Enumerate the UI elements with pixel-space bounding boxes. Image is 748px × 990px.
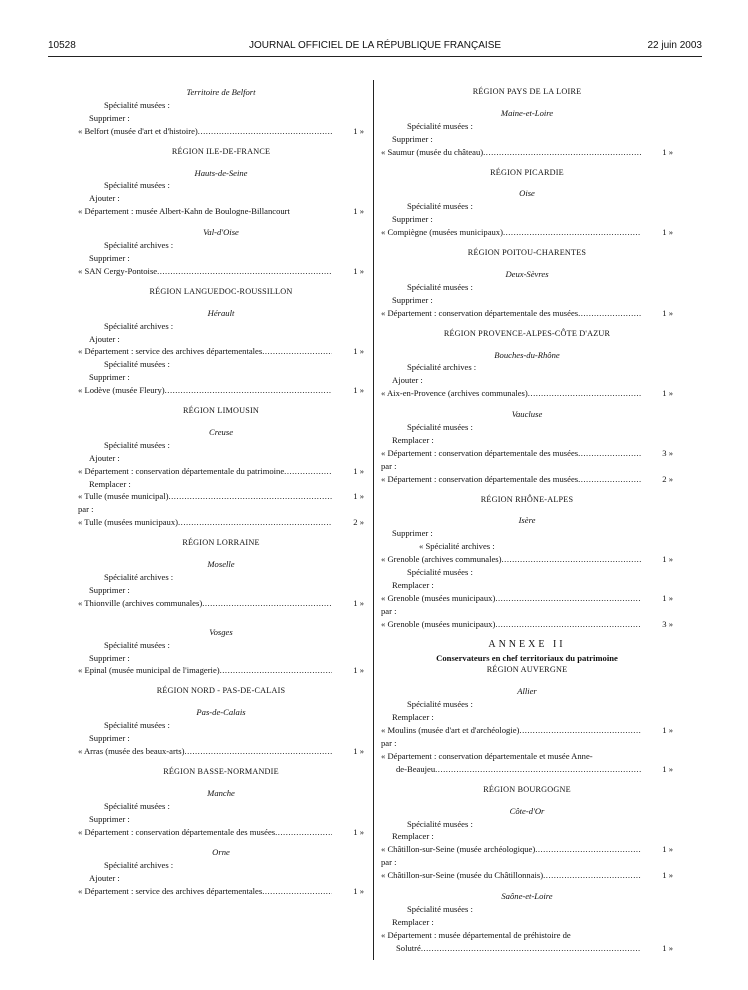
entry-count: 1 » <box>353 491 364 502</box>
dot-leader <box>435 763 641 776</box>
action-label: Supprimer : <box>89 733 130 744</box>
list-entry <box>381 724 673 737</box>
entry-label: « Grenoble (archives communales) <box>381 554 502 565</box>
dot-leader <box>519 724 641 737</box>
region-heading: RÉGION ILE-DE-FRANCE <box>171 146 271 156</box>
spacer <box>78 838 364 846</box>
spacer <box>381 320 673 328</box>
department-heading: Orne <box>212 847 230 858</box>
spacer <box>78 758 364 766</box>
entry-label: « Arras (musée des beaux-arts) <box>78 745 185 756</box>
spacer <box>381 260 673 268</box>
spacer <box>381 99 673 107</box>
specialty-label: Spécialité musées : <box>407 567 473 578</box>
list-entry <box>78 490 364 503</box>
list-entry <box>78 826 364 839</box>
entry-label: « SAN Cergy-Pontoise <box>78 265 158 276</box>
spacer <box>381 506 673 514</box>
dot-leader <box>262 885 332 898</box>
list-entry <box>381 592 673 605</box>
spacer <box>78 618 364 626</box>
list-entry <box>78 125 364 138</box>
entry-label: « Tulle (musée municipal) <box>78 491 169 502</box>
spacer <box>381 486 673 494</box>
region-heading: RÉGION NORD - PAS-DE-CALAIS <box>156 686 286 696</box>
spacer <box>78 159 364 167</box>
dot-leader <box>495 618 641 631</box>
department-heading: Maine-et-Loire <box>500 107 554 118</box>
action-label: Remplacer : <box>392 916 434 927</box>
entry-count: 2 » <box>353 517 364 528</box>
department-heading: Saône-et-Loire <box>501 891 553 902</box>
spacer <box>381 400 673 408</box>
specialty-label: Spécialité archives : <box>104 240 174 251</box>
dot-leader <box>165 384 332 397</box>
entry-count: 3 » <box>662 618 673 629</box>
entry-label: « Département : conservation départementale des musées <box>78 826 276 837</box>
region-heading: RÉGION PAYS DE LA LOIRE <box>472 87 582 96</box>
text-line: par : <box>381 605 397 616</box>
entry-label: « Belfort (musée d'art et d'histoire) <box>78 125 198 136</box>
page-number: 10528 <box>48 40 76 51</box>
department-heading: Oise <box>519 188 535 199</box>
department-heading: Bouches-du-Rhône <box>494 349 560 360</box>
list-entry <box>78 384 364 397</box>
action-label: Supprimer : <box>392 528 433 539</box>
entry-count: 1 » <box>662 554 673 565</box>
specialty-label: Spécialité musées : <box>104 359 170 370</box>
publication-date: 22 juin 2003 <box>647 40 702 51</box>
dot-leader <box>502 553 641 566</box>
region-heading: RÉGION RHÔNE-ALPES <box>480 494 574 504</box>
action-label: Ajouter : <box>392 375 423 386</box>
department-heading: Creuse <box>208 426 234 437</box>
entry-label: « Tulle (musées municipaux) <box>78 517 179 528</box>
specialty-label: Spécialité archives : <box>104 860 174 871</box>
dot-leader <box>284 465 332 478</box>
dot-leader <box>220 664 332 677</box>
specialty-label: Spécialité musées : <box>104 639 170 650</box>
entry-count: 1 » <box>353 125 364 136</box>
entry-label: « Département : service des archives départementales <box>78 886 263 897</box>
action-label: Ajouter : <box>89 333 120 344</box>
specialty-label: Spécialité archives : <box>104 320 174 331</box>
list-entry <box>78 885 364 898</box>
spacer <box>78 698 364 706</box>
department-heading: Vosges <box>209 626 233 637</box>
entry-label: « Département : conservation départementale des musées <box>381 473 579 484</box>
action-label: Supprimer : <box>89 372 130 383</box>
action-label: Supprimer : <box>89 813 130 824</box>
region-heading: RÉGION BASSE-NORMANDIE <box>163 766 279 776</box>
list-entry <box>381 146 673 159</box>
entry-label: « Epinal (musée municipal de l'imagerie) <box>78 665 220 676</box>
entry-count: 1 » <box>662 146 673 157</box>
department-heading: Hérault <box>207 307 235 318</box>
list-entry <box>381 553 673 566</box>
spacer <box>381 776 673 784</box>
specialty-label: Spécialité musées : <box>407 201 473 212</box>
dot-leader <box>543 869 641 882</box>
action-label: Supprimer : <box>89 584 130 595</box>
action-label: Supprimer : <box>392 294 433 305</box>
list-entry <box>381 226 673 239</box>
right-column <box>381 86 673 955</box>
entry-label: « Département : conservation départementale des musées <box>381 447 579 458</box>
entry-count: 1 » <box>662 844 673 855</box>
entry-count: 1 » <box>353 886 364 897</box>
entry-count: 1 » <box>353 745 364 756</box>
department-heading: Allier <box>517 686 537 697</box>
spacer <box>78 218 364 226</box>
dot-leader <box>535 843 641 856</box>
spacer <box>78 529 364 537</box>
region-heading: RÉGION LANGUEDOC-ROUSSILLON <box>149 286 293 296</box>
department-heading: Pas-de-Calais <box>196 707 246 718</box>
dot-leader <box>178 516 332 529</box>
spacer <box>381 882 673 890</box>
entry-count: 1 » <box>353 826 364 837</box>
action-label: Supprimer : <box>89 252 130 263</box>
spacer <box>78 278 364 286</box>
dot-leader <box>483 146 641 159</box>
entry-count: 1 » <box>662 725 673 736</box>
spacer <box>381 179 673 187</box>
entry-count: 1 » <box>662 227 673 238</box>
dot-leader <box>184 745 332 758</box>
left-column <box>78 86 364 898</box>
department-heading: Territoire de Belfort <box>186 87 256 97</box>
entry-count: 1 » <box>662 942 673 953</box>
action-label: Ajouter : <box>89 873 120 884</box>
list-entry <box>381 843 673 856</box>
entry-label: « Saumur (musée du château) <box>381 146 484 157</box>
list-entry <box>78 745 364 758</box>
spacer <box>381 677 673 685</box>
list-entry <box>381 473 673 486</box>
action-label: Remplacer : <box>392 434 434 445</box>
specialty-label: Spécialité archives : <box>407 362 477 373</box>
entry-label: Solutré <box>396 942 421 953</box>
spacer <box>78 418 364 426</box>
entry-label: « Compiègne (musées municipaux) <box>381 227 503 238</box>
text-line: par : <box>78 504 94 515</box>
action-label: Remplacer : <box>89 478 131 489</box>
specialty-label: Spécialité musées : <box>407 699 473 710</box>
list-entry <box>78 345 364 358</box>
specialty-label: Spécialité musées : <box>407 818 473 829</box>
list-entry <box>78 205 364 218</box>
list-entry <box>78 664 364 677</box>
department-heading: Hauts-de-Seine <box>194 167 248 178</box>
journal-title: JOURNAL OFFICIEL DE LA RÉPUBLIQUE FRANÇAISE <box>248 40 502 51</box>
page-header <box>48 40 702 54</box>
entry-count: 2 » <box>662 473 673 484</box>
department-heading: Vaucluse <box>511 409 543 420</box>
entry-count: 1 » <box>662 592 673 603</box>
dot-leader <box>578 447 641 460</box>
action-label: Supprimer : <box>89 112 130 123</box>
dot-leader <box>198 125 332 138</box>
entry-label: « Châtillon-sur-Seine (musée du Châtillonnais) <box>381 870 544 881</box>
entry-count: 1 » <box>353 206 364 217</box>
annex-subtitle: Conservateurs en chef territoriaux du patrimoine <box>436 652 618 663</box>
entry-label: « Lodève (musée Fleury) <box>78 385 165 396</box>
dot-leader <box>578 473 641 486</box>
action-label: Remplacer : <box>392 580 434 590</box>
department-heading: Val-d'Oise <box>203 227 239 238</box>
text-line: « Département : musée départemental de préhistoire de <box>381 929 571 940</box>
list-entry <box>381 387 673 400</box>
entry-count: 1 » <box>662 763 673 774</box>
list-entry <box>381 942 673 955</box>
specialty-label: Spécialité musées : <box>104 439 170 450</box>
column-divider <box>373 80 374 960</box>
action-label: Ajouter : <box>89 193 120 204</box>
specialty-label: « Spécialité archives : <box>419 541 495 552</box>
text-line: par : <box>381 460 397 471</box>
region-heading: RÉGION PICARDIE <box>490 167 564 177</box>
entry-count: 1 » <box>353 385 364 396</box>
dot-leader <box>157 265 332 278</box>
department-heading: Moselle <box>207 559 235 570</box>
list-entry <box>78 465 364 478</box>
text-line: par : <box>381 737 397 748</box>
list-entry <box>78 265 364 278</box>
entry-count: 1 » <box>353 597 364 608</box>
dot-leader <box>503 226 641 239</box>
specialty-label: Spécialité musées : <box>407 903 473 914</box>
spacer <box>78 550 364 558</box>
entry-label: « Moulins (musée d'art et d'archéologie) <box>381 725 520 736</box>
entry-label: « Département : conservation départementale du patrimoine <box>78 465 285 476</box>
department-heading: Manche <box>207 787 235 798</box>
dot-leader <box>495 592 641 605</box>
entry-label: « Grenoble (musées municipaux) <box>381 592 496 603</box>
specialty-label: Spécialité archives : <box>104 572 174 582</box>
spacer <box>381 631 673 639</box>
entry-count: 1 » <box>353 265 364 276</box>
entry-count: 1 » <box>662 870 673 881</box>
entry-count: 1 » <box>662 307 673 318</box>
specialty-label: Spécialité musées : <box>104 99 170 110</box>
entry-label: « Département : musée Albert-Kahn de Boulogne-Billancourt <box>78 206 290 217</box>
spacer <box>381 239 673 247</box>
specialty-label: Spécialité musées : <box>407 422 473 433</box>
text-line: « Département : conservation départementale et musée Anne- <box>381 750 593 761</box>
dot-leader <box>528 387 641 400</box>
action-label: Ajouter : <box>89 452 120 463</box>
specialty-label: Spécialité musées : <box>104 180 170 191</box>
spacer <box>381 159 673 167</box>
spacer <box>381 797 673 805</box>
header-rule <box>48 56 702 57</box>
dot-leader <box>262 345 332 358</box>
action-label: Supprimer : <box>392 133 433 144</box>
spacer <box>78 397 364 405</box>
entry-count: 1 » <box>662 388 673 399</box>
list-entry <box>381 763 673 776</box>
dot-leader <box>202 597 332 610</box>
entry-count: 1 » <box>353 665 364 676</box>
spacer <box>78 138 364 146</box>
entry-label: « Département : conservation départementale des musées <box>381 307 579 318</box>
spacer <box>381 341 673 349</box>
entry-label: de-Beaujeu <box>396 763 436 774</box>
entry-count: 1 » <box>353 346 364 357</box>
action-label: Supprimer : <box>392 214 433 225</box>
entry-label: « Thionville (archives communales) <box>78 597 203 608</box>
specialty-label: Spécialité musées : <box>104 720 170 731</box>
list-entry <box>381 307 673 320</box>
entry-label: « Département : service des archives départementales <box>78 346 263 357</box>
annex-heading: ANNEXE II <box>488 638 566 650</box>
list-entry <box>78 597 364 610</box>
spacer <box>78 610 364 618</box>
dot-leader <box>275 826 332 839</box>
entry-count: 3 » <box>662 447 673 458</box>
region-heading: RÉGION PROVENCE-ALPES-CÔTE D'AZUR <box>443 328 611 338</box>
dot-leader <box>421 942 641 955</box>
entry-label: « Aix-en-Provence (archives communales) <box>381 388 528 399</box>
region-heading: RÉGION LORRAINE <box>182 538 260 548</box>
specialty-label: Spécialité musées : <box>407 120 473 131</box>
list-entry <box>381 618 673 631</box>
entry-label: « Châtillon-sur-Seine (musée archéologique) <box>381 844 536 855</box>
dot-leader <box>578 307 641 320</box>
region-heading: RÉGION AUVERGNE <box>486 665 568 675</box>
list-entry <box>381 447 673 460</box>
specialty-label: Spécialité musées : <box>104 800 170 811</box>
region-heading: RÉGION BOURGOGNE <box>483 784 571 794</box>
action-label: Supprimer : <box>89 652 130 663</box>
entry-count: 1 » <box>353 465 364 476</box>
specialty-label: Spécialité musées : <box>407 281 473 292</box>
entry-label: « Grenoble (musées municipaux) <box>381 618 496 629</box>
action-label: Remplacer : <box>392 831 434 842</box>
region-heading: RÉGION POITOU-CHARENTES <box>467 248 587 258</box>
spacer <box>78 677 364 685</box>
spacer <box>78 299 364 307</box>
list-entry <box>78 516 364 529</box>
action-label: Remplacer : <box>392 712 434 723</box>
department-heading: Isère <box>518 515 536 526</box>
text-line: par : <box>381 857 397 868</box>
department-heading: Deux-Sèvres <box>505 268 549 279</box>
list-entry <box>381 869 673 882</box>
region-heading: RÉGION LIMOUSIN <box>183 406 259 416</box>
department-heading: Côte-d'Or <box>509 805 545 816</box>
spacer <box>78 779 364 787</box>
dot-leader <box>168 490 332 503</box>
